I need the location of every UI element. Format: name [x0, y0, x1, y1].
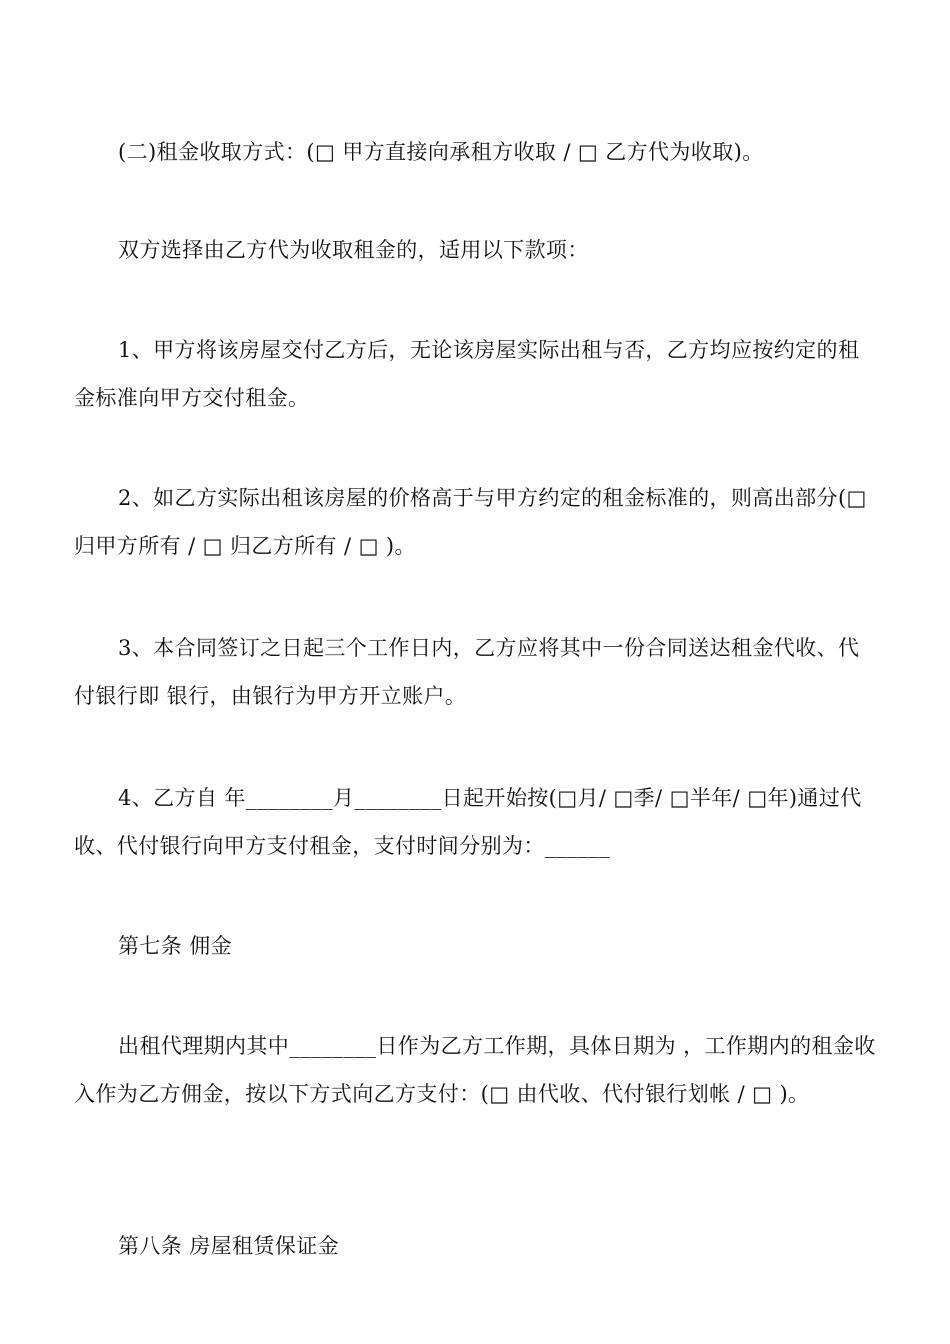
rent-collection-method-paragraph: (二)租金收取方式：(□ 甲方直接向承租方收取 / □ 乙方代为收取)。	[118, 140, 764, 164]
article-7-heading: 第七条 佣金	[118, 934, 233, 958]
article-8-heading: 第八条 房屋租赁保证金	[118, 1234, 340, 1258]
clause-2-paragraph: 2、如乙方实际出租该房屋的价格高于与甲方约定的租金标准的，则高出部分(□ 归甲方所有 / □ 归乙方所有 / □ )。	[74, 486, 867, 558]
clause-4-paragraph: 4、乙方自 年________月________日起开始按(□月/ □季/ □半年/ □年)通过代收、代付银行向甲方支付租金，支付时间分别为：______	[74, 786, 862, 858]
clause-3-paragraph: 3、本合同签订之日起三个工作日内，乙方应将其中一份合同送达租金代收、代付银行即 银行，由银行为甲方开立账户。	[74, 636, 860, 708]
clause-1-paragraph: 1、甲方将该房屋交付乙方后，无论该房屋实际出租与否，乙方均应按约定的租金标准向甲方交付租金。	[74, 338, 860, 410]
agent-collection-intro-paragraph: 双方选择由乙方代为收取租金的，适用以下款项：	[118, 238, 589, 262]
commission-paragraph: 出租代理期内其中________日作为乙方工作期，具体日期为 ，工作期内的租金收入作为乙方佣金，按以下方式向乙方支付：(□ 由代收、代付银行划帐 / □ )。	[74, 1034, 876, 1106]
